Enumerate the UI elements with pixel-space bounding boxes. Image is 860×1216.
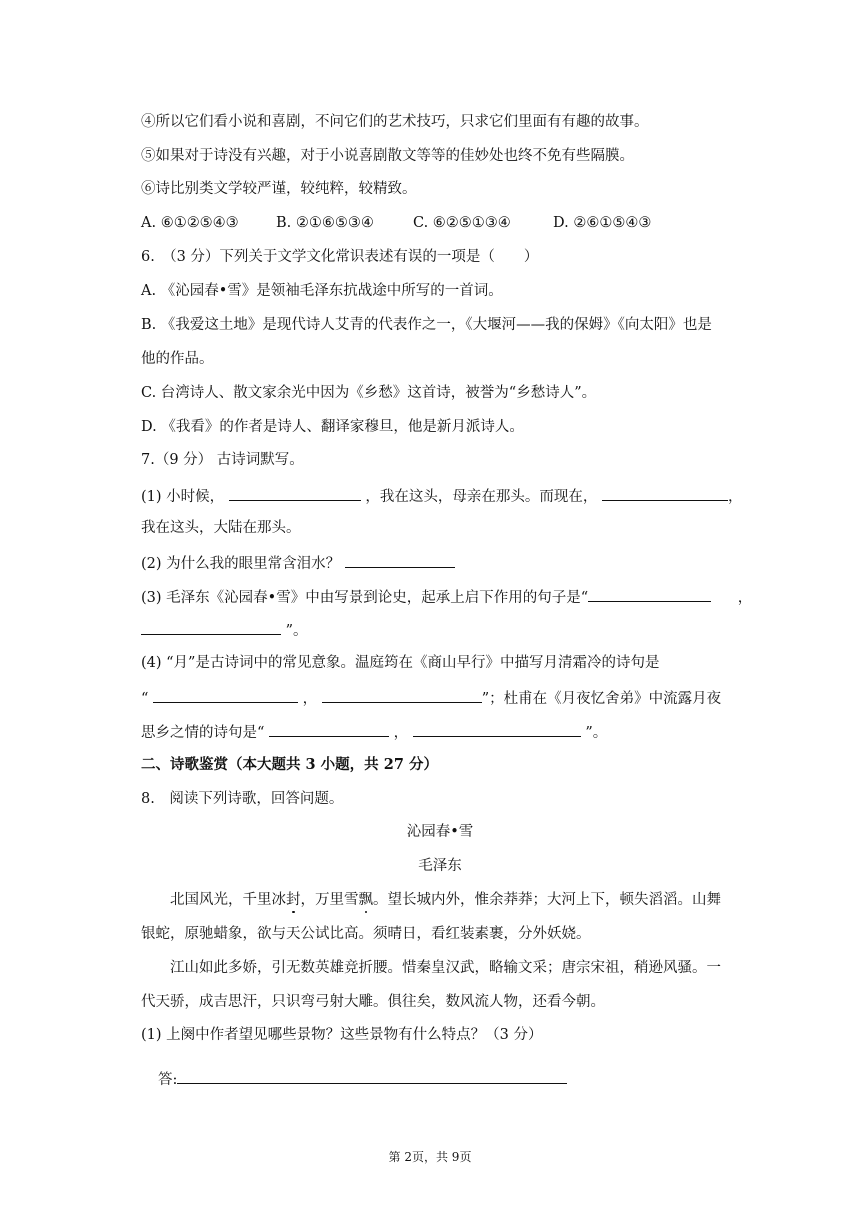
page-footer: 第 2页，共 9页 — [388, 1150, 472, 1164]
answer-blank[interactable] — [141, 619, 281, 635]
q7-sub1-text-a: (1) 小时候， — [141, 489, 225, 505]
q7-sub4-text-g: ”。 — [585, 725, 608, 741]
q6-option-c: C. 台湾诗人、散文家余光中因为《乡愁》这首诗，被誉为“乡愁诗人”。 — [141, 385, 597, 401]
poem-stanza2-line1: 江山如此多娇，引无数英雄竞折腰。惜秦皇汉武，略输文采；唐宗宋祖，稍逊风骚。一 — [170, 960, 721, 976]
q7-sub4-text-b: “ — [141, 691, 149, 707]
q7-sub4-line2 — [141, 687, 721, 709]
q7-sub4-text-f: ， — [393, 725, 409, 741]
q6-option-a: A. 《沁园春•雪》是领袖毛泽东抗战途中所写的一首词。 — [141, 283, 503, 299]
poem-title: 沁园春•雪 — [406, 824, 474, 840]
q5-option-c: C. ⑥②⑤①③④ — [413, 215, 511, 231]
q7-sub4-line1: (4) “月”是古诗词中的常见意象。温庭筠在《商山早行》中描写月清霜冷的诗句是 — [141, 655, 660, 671]
q7-sub3-text-a: (3) 毛泽东《沁园春•雪》中由写景到论史，起承上启下作用的句子是“ — [141, 590, 589, 606]
q6-option-b-line1: B. 《我爱这土地》是现代诗人艾青的代表作之一，《大堰河——我的保姆》《向太阳》也是 — [141, 317, 712, 333]
answer-blank[interactable] — [588, 586, 711, 602]
q8-stem: 8. 阅读下列诗歌，回答问题。 — [141, 791, 344, 807]
q7-stem: 7.（9 分） 古诗词默写。 — [141, 452, 304, 468]
q7-sub3-line2 — [141, 619, 308, 641]
q5-item6: ⑥诗比别类文学较严谨，较纯粹，较精致。 — [141, 181, 417, 197]
q6-option-d: D. 《我看》的作者是诗人、翻译家穆旦，他是新月派诗人。 — [141, 419, 524, 435]
q7-sub4-text-c: ， — [302, 691, 318, 707]
poem-stanza1-line1 — [170, 890, 721, 910]
q5-option-b: B. ②①⑥⑤③④ — [276, 215, 374, 231]
emphasis-char: 封 — [286, 892, 301, 908]
q7-sub1-text-c: ， — [727, 489, 743, 505]
answer-label: 答: — [158, 1072, 178, 1088]
answer-blank[interactable] — [413, 721, 581, 737]
poem-text: 。望长城内外，惟余莽莽；大河上下，顿失滔滔。山舞 — [373, 892, 721, 908]
answer-blank[interactable] — [345, 552, 455, 568]
q5-item5: ⑤如果对于诗没有兴趣，对于小说喜剧散文等等的佳妙处也终不免有些隔膜。 — [141, 148, 634, 164]
poem-text: 北国风光，千里冰 — [170, 892, 286, 908]
q8-sub1: (1) 上阕中作者望见哪些景物？这些景物有什么特点？（3 分） — [141, 1027, 543, 1043]
answer-blank[interactable] — [269, 721, 389, 737]
q5-options — [141, 213, 651, 233]
answer-blank[interactable] — [602, 485, 728, 501]
answer-line — [158, 1068, 567, 1090]
q7-sub2 — [141, 552, 455, 574]
q7-sub3-text-b: ， — [737, 590, 753, 606]
q7-sub1-line2: 我在这头，大陆在那头。 — [141, 520, 301, 536]
poem-stanza1-line2: 银蛇，原驰蜡象，欲与天公试比高。须晴日，看红装素裹，分外妖娆。 — [141, 926, 591, 942]
q5-option-a: A. ⑥①②⑤④③ — [141, 215, 239, 231]
q7-sub1-text-b: ，我在这头，母亲在那头。而现在， — [365, 489, 598, 505]
q5-option-d: D. ②⑥①⑤④③ — [553, 215, 652, 231]
answer-blank[interactable] — [177, 1068, 567, 1084]
poem-text: ，万里雪 — [300, 892, 359, 908]
q5-item4: ④所以它们看小说和喜剧，不问它们的艺术技巧，只求它们里面有有趣的故事。 — [141, 114, 649, 130]
answer-blank[interactable] — [322, 687, 482, 703]
q7-sub4-line3 — [141, 721, 607, 743]
q7-sub4-text-d: ”；杜甫在《月夜忆舍弟》中流露月夜 — [481, 691, 722, 707]
q7-sub2-text: (2) 为什么我的眼里常含泪水？ — [141, 556, 341, 572]
q7-sub3-text-c: ”。 — [285, 623, 308, 639]
answer-blank[interactable] — [229, 485, 361, 501]
q7-sub1-line1 — [141, 485, 742, 507]
q6-option-b-line2: 他的作品。 — [141, 351, 214, 367]
emphasis-char: 飘 — [358, 892, 373, 908]
q7-sub4-text-e: 思乡之情的诗句是“ — [141, 725, 265, 741]
poem-stanza2-line2: 代天骄，成吉思汗，只识弯弓射大雕。俱往矣，数风流人物，还看今朝。 — [141, 994, 605, 1010]
section-heading: 二、诗歌鉴赏（本大题共 3 小题，共 27 分） — [141, 756, 438, 773]
poem-author: 毛泽东 — [418, 858, 462, 874]
q6-stem: 6. （3 分）下列关于文学文化常识表述有误的一项是（ ） — [141, 249, 539, 265]
answer-blank[interactable] — [153, 687, 298, 703]
q7-sub3-line1 — [141, 586, 752, 608]
